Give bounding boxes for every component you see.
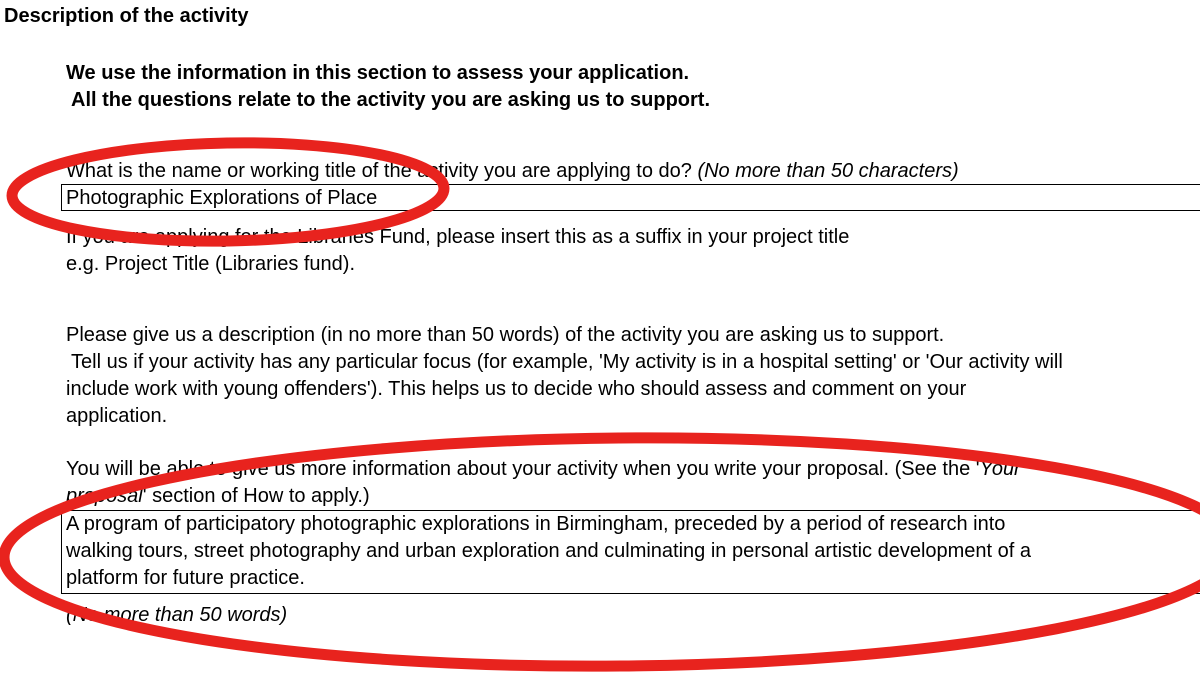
more-info-note	[66, 456, 1021, 510]
description-answer-line-3: platform for future practice.	[66, 567, 305, 589]
section-title: Description of the activity	[4, 5, 249, 27]
intro-text	[66, 60, 710, 114]
intro-line-1: We use the information in this section to assess your application.	[66, 62, 690, 84]
more-info-text: You will be able to give us more information about your activity when you write your proposal. (See the '	[66, 458, 980, 480]
more-info-line-2	[66, 483, 1021, 510]
title-question	[66, 159, 959, 183]
activity-title-field[interactable]: Photographic Explorations of Place	[61, 184, 1200, 211]
title-question-prompt: What is the name or working title of the activity you are applying to do?	[66, 160, 692, 182]
libraries-fund-note-line-1: If you are applying for the Libraries Fund, please insert this as a suffix in your project title	[66, 226, 850, 248]
description-question	[66, 322, 1200, 430]
more-info-text-end: ' section of How to apply.)	[142, 485, 370, 507]
title-question-limit: (No more than 50 characters)	[697, 160, 959, 182]
description-answer-line-2: walking tours, street photography and urban exploration and culminating in personal artistic development of a	[66, 540, 1032, 562]
word-limit-note: (No more than 50 words)	[66, 604, 288, 626]
libraries-fund-note-line-2: e.g. Project Title (Libraries fund).	[66, 253, 356, 275]
more-info-italic-your: Your	[979, 458, 1021, 480]
activity-description-field[interactable]	[61, 510, 1200, 594]
more-info-line-1	[66, 456, 1021, 483]
intro-line-2: All the questions relate to the activity you are asking us to support.	[71, 89, 711, 111]
more-info-italic-proposal: proposal	[66, 485, 143, 507]
description-answer-line-1: A program of participatory photographic explorations in Birmingham, preceded by a period of research into	[66, 513, 1006, 535]
description-question-line-4: application.	[66, 405, 168, 427]
description-question-line-1: Please give us a description (in no more than 50 words) of the activity you are asking us to support.	[66, 324, 945, 346]
description-question-line-3: include work with young offenders'). This helps us to decide who should assess and comment on your	[66, 378, 967, 400]
description-question-line-2: Tell us if your activity has any particular focus (for example, 'My activity is in a hospital setting' or 'Our activity will	[71, 351, 1063, 373]
libraries-fund-note	[66, 224, 849, 278]
